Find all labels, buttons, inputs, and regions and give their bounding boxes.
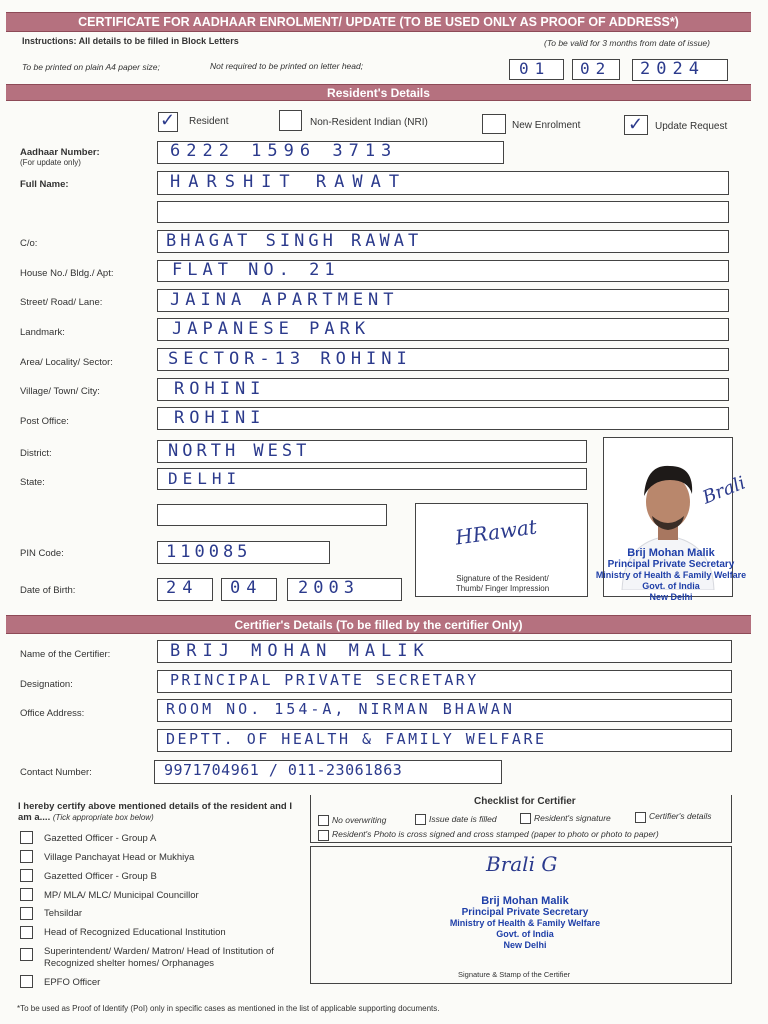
contact-number-value: 9971704961 / 011-23061863 <box>164 761 403 779</box>
certify-heading <box>18 801 303 823</box>
co-label: C/o: <box>20 238 38 249</box>
fullname-value: HARSHIT RAWAT <box>170 172 408 192</box>
issue-date-day: 01 <box>519 59 551 78</box>
resident-section-title: Resident's Details <box>327 86 430 100</box>
footer-note: *To be used as Proof of Identify (PoI) only in specific cases as mentioned in the list of applicable supporting documents. <box>17 1004 440 1013</box>
checklist-photo-label: Resident's Photo is cross signed and cross stamped <box>332 829 529 839</box>
nri-checkbox[interactable] <box>279 110 302 131</box>
state-value: DELHI <box>168 469 242 488</box>
photo-stamp-name: Brij Mohan Malik <box>627 547 715 559</box>
checklist-issue-date-label: Issue date is filled <box>429 814 497 824</box>
option-mp-mla-checkbox[interactable] <box>20 888 33 901</box>
fullname-label: Full Name: <box>20 179 69 190</box>
certifier-stamp-name: Brij Mohan Malik <box>481 895 569 907</box>
letterhead-note: Not required to be printed on letter head; <box>210 61 364 71</box>
resident-section-banner <box>6 84 751 101</box>
checklist-no-overwriting-checkbox[interactable] <box>318 815 329 826</box>
street-label: Street/ Road/ Lane: <box>20 297 103 308</box>
dob-label: Date of Birth: <box>20 585 76 596</box>
checklist-certifier-details-checkbox[interactable] <box>635 812 646 823</box>
option-epfo-checkbox[interactable] <box>20 975 33 988</box>
co-value: BHAGAT SINGH RAWAT <box>166 231 423 251</box>
designation-label: Designation: <box>20 679 73 690</box>
option-education-head-label: Head of Recognized Educational Institution <box>44 927 226 938</box>
certifier-stamp-govt: Govt. of India <box>496 929 554 939</box>
dob-year: 2003 <box>298 578 359 598</box>
post-office-value: ROHINI <box>174 408 266 428</box>
option-panchayat-checkbox[interactable] <box>20 850 33 863</box>
fullname-input-line2[interactable] <box>157 201 729 223</box>
resident-tick-icon: ✓ <box>160 110 176 130</box>
certifier-signature: Brali G <box>486 852 558 876</box>
dob-month: 04 <box>230 578 263 598</box>
extra-address-input[interactable] <box>157 504 387 526</box>
district-value: NORTH WEST <box>168 441 311 461</box>
area-value: SECTOR-13 ROHINI <box>168 349 412 369</box>
checklist-photo-note: (paper to photo or photo to paper) <box>531 829 659 839</box>
resident-signature-caption: Signature of the Resident/ Thumb/ Finger Impression <box>455 574 550 593</box>
certifier-section-banner <box>6 615 751 634</box>
option-panchayat-label: Village Panchayat Head or Mukhiya <box>44 852 195 863</box>
issue-date-year: 2024 <box>640 59 705 79</box>
state-label: State: <box>20 477 45 488</box>
option-gazetted-a-checkbox[interactable] <box>20 831 33 844</box>
option-gazetted-b-label: Gazetted Officer - Group B <box>44 871 157 882</box>
issue-date-month: 02 <box>580 59 612 78</box>
certify-hint: (Tick appropriate box below) <box>52 813 154 822</box>
checklist-photo-line <box>332 829 659 839</box>
update-request-tick-icon: ✓ <box>628 114 644 134</box>
photo-stamp <box>586 548 756 603</box>
designation-value: PRINCIPAL PRIVATE SECRETARY <box>170 671 479 689</box>
validity-note: (To be valid for 3 months from date of issue) <box>544 38 710 48</box>
aadhaar-sublabel: (For update only) <box>20 158 81 167</box>
nri-option-label: Non-Resident Indian (NRI) <box>310 117 428 128</box>
option-shelter-head-label: Superintendent/ Warden/ Matron/ Head of Institution of Recognized shelter homes/ Orphanages <box>44 946 274 969</box>
option-gazetted-a-label: Gazetted Officer - Group A <box>44 833 157 844</box>
checklist-issue-date-checkbox[interactable] <box>415 814 426 825</box>
new-enrolment-checkbox[interactable] <box>482 114 506 134</box>
photo-cross-signature: Brali <box>699 472 749 509</box>
form-title: CERTIFICATE FOR AADHAAR ENROLMENT/ UPDATE (TO BE USED ONLY AS PROOF OF ADDRESS*) <box>78 15 679 29</box>
aadhaar-value: 6222 1596 3713 <box>170 141 398 161</box>
area-label: Area/ Locality/ Sector: <box>20 357 113 368</box>
certifier-stamp-ministry: Ministry of Health & Family Welfare <box>449 918 601 928</box>
post-office-label: Post Office: <box>20 416 69 427</box>
option-tehsildar-checkbox[interactable] <box>20 907 33 920</box>
update-request-label: Update Request <box>655 121 728 132</box>
checklist-title: Checklist for Certifier <box>471 796 579 807</box>
checklist-resident-signature-label: Resident's signature <box>534 813 611 823</box>
landmark-value: JAPANESE PARK <box>172 319 371 339</box>
pin-value: 110085 <box>166 542 252 562</box>
certifier-section-title: Certifier's Details (To be filled by the certifier Only) <box>234 618 523 632</box>
district-label: District: <box>20 448 52 459</box>
village-label: Village/ Town/ City: <box>20 386 100 397</box>
resident-signature: HRawat <box>453 514 539 550</box>
form-title-banner <box>6 12 751 32</box>
checklist-no-overwriting-label: No overwriting <box>332 815 387 825</box>
office-address-label: Office Address: <box>20 708 85 719</box>
certifier-stamp <box>440 896 610 951</box>
checklist-certifier-details-label: Certifier's details <box>649 811 712 821</box>
option-gazetted-b-checkbox[interactable] <box>20 869 33 882</box>
photo-stamp-city: New Delhi <box>649 592 693 602</box>
house-label: House No./ Bldg./ Apt: <box>20 268 114 279</box>
checklist-photo-checkbox[interactable] <box>318 830 329 841</box>
certifier-stamp-caption: Signature & Stamp of the Certifier <box>458 970 571 979</box>
office-address-value-2: DEPTT. OF HEALTH & FAMILY WELFARE <box>166 730 547 748</box>
aadhaar-label: Aadhaar Number: <box>20 147 100 158</box>
new-enrolment-label: New Enrolment <box>512 120 581 131</box>
pin-label: PIN Code: <box>20 548 64 559</box>
certifier-name-label: Name of the Certifier: <box>20 649 111 660</box>
option-tehsildar-label: Tehsildar <box>44 908 83 919</box>
house-value: FLAT NO. 21 <box>172 260 340 280</box>
certifier-stamp-city: New Delhi <box>503 940 547 950</box>
photo-stamp-ministry: Ministry of Health & Family Welfare <box>595 570 747 580</box>
certify-heading-text: I hereby certify above mentioned details of the resident and I am a.... <box>18 801 292 823</box>
resident-option-label: Resident <box>189 116 229 127</box>
photo-stamp-govt: Govt. of India <box>642 581 700 591</box>
instructions-text: Instructions: All details to be filled in Block Letters <box>22 36 239 46</box>
option-mp-mla-label: MP/ MLA/ MLC/ Municipal Councillor <box>44 890 199 901</box>
photo-stamp-title: Principal Private Secretary <box>607 559 735 570</box>
option-shelter-head-checkbox[interactable] <box>20 948 33 961</box>
certifier-name-value: BRIJ MOHAN MALIK <box>170 641 430 661</box>
village-value: ROHINI <box>174 379 266 399</box>
certifier-stamp-title: Principal Private Secretary <box>461 907 589 918</box>
checklist-resident-signature-checkbox[interactable] <box>520 813 531 824</box>
landmark-label: Landmark: <box>20 327 65 338</box>
office-address-value-1: ROOM NO. 154-A, NIRMAN BHAWAN <box>166 700 515 718</box>
street-value: JAINA APARTMENT <box>170 290 399 310</box>
option-epfo-label: EPFO Officer <box>44 977 101 988</box>
option-education-head-checkbox[interactable] <box>20 926 33 939</box>
dob-day: 24 <box>166 578 199 598</box>
contact-number-label: Contact Number: <box>20 767 92 778</box>
paper-note: To be printed on plain A4 paper size; <box>22 62 160 72</box>
